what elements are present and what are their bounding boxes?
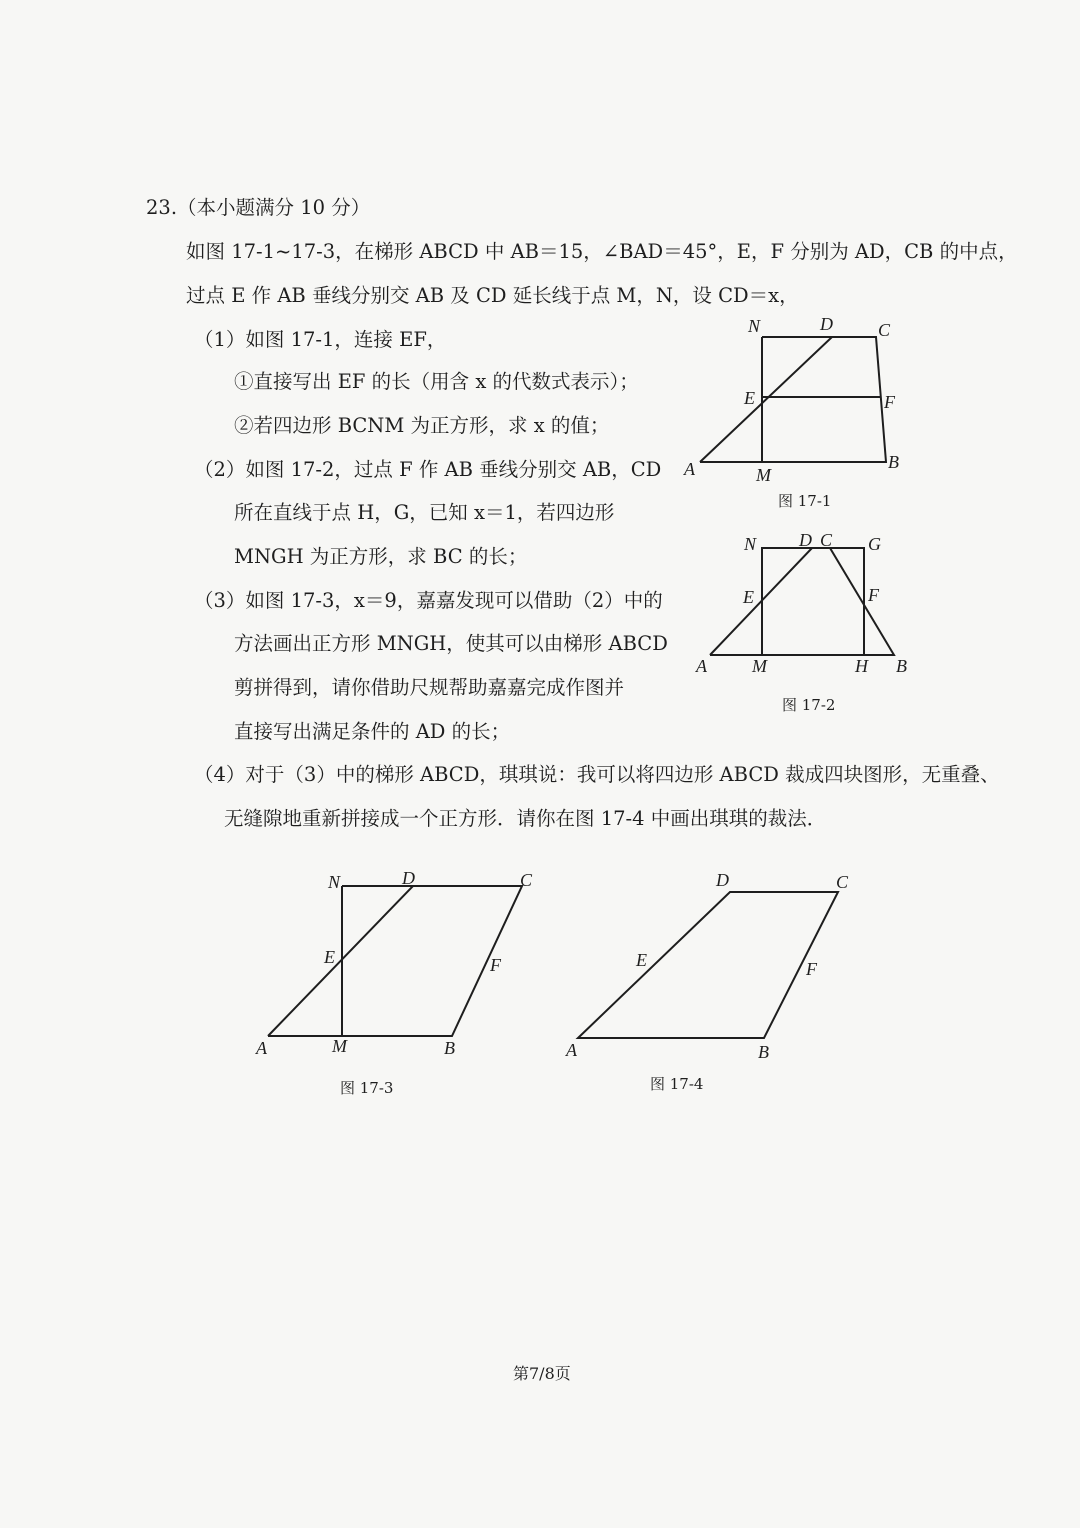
fig2-label-c: C [820, 530, 833, 550]
fig2-label-e: E [743, 587, 754, 607]
fig1-label-a: A [684, 459, 695, 479]
fig3-label-e: E [324, 947, 335, 967]
fig1-label-b: B [888, 452, 899, 472]
fig2-label-a: A [696, 656, 707, 676]
fig1-label-c: C [878, 320, 891, 340]
problem-intro-line-1: 如图 17-1~17-3，在梯形 ABCD 中 AB＝15，∠BAD＝45°，E，F 分别为 AD，CB 的中点， [186, 240, 1018, 263]
question-1-part-b: ②若四边形 BCNM 为正方形，求 x 的值； [234, 414, 610, 437]
fig2-label-m: M [752, 656, 767, 676]
fig3-label-b: B [444, 1038, 455, 1058]
fig4-label-c: C [836, 872, 849, 892]
question-3-line-4: 直接写出满足条件的 AD 的长； [234, 720, 511, 743]
fig3-label-n: N [328, 872, 341, 892]
fig2-square-mngh [762, 548, 864, 655]
fig3-label-m: M [332, 1036, 347, 1056]
fig3-label-d: D [402, 868, 415, 888]
fig4-label-b: B [758, 1042, 769, 1062]
fig1-label-m: M [756, 465, 771, 485]
fig4-label-d: D [716, 870, 729, 890]
figure-17-1 [670, 310, 910, 510]
fig3-label-f: F [490, 955, 501, 975]
fig2-trapezoid [710, 548, 894, 655]
figure-17-2-caption: 图 17-2 [782, 696, 836, 714]
fig4-trapezoid [578, 892, 838, 1038]
figure-17-4 [560, 866, 860, 1066]
question-3-line-2: 方法画出正方形 MNGH，使其可以由梯形 ABCD [234, 632, 668, 655]
question-1-part-a: ①直接写出 EF 的长（用含 x 的代数式表示）； [234, 370, 639, 393]
fig1-label-e: E [744, 388, 755, 408]
question-4-line-2: 无缝隙地重新拼接成一个正方形．请你在图 17-4 中画出琪琪的裁法． [224, 807, 827, 830]
question-3-line-1: （3）如图 17-3，x＝9，嘉嘉发现可以借助（2）中的 [194, 589, 663, 612]
page-number: 第7/8页 [513, 1364, 571, 1383]
fig1-trapezoid [700, 337, 886, 462]
problem-intro-line-2: 过点 E 作 AB 垂线分别交 AB 及 CD 延长线于点 M，N，设 CD＝x， [186, 284, 799, 307]
figure-17-3 [250, 866, 550, 1066]
question-2-line-1: （2）如图 17-2，过点 F 作 AB 垂线分别交 AB，CD [194, 458, 662, 481]
figure-17-2 [690, 528, 930, 688]
fig3-label-a: A [256, 1038, 267, 1058]
question-2-line-3: MNGH 为正方形，求 BC 的长； [234, 545, 528, 568]
fig3-trapezoid [268, 886, 522, 1036]
figure-17-3-caption: 图 17-3 [340, 1079, 394, 1097]
question-1: （1）如图 17-1，连接 EF， [194, 328, 447, 351]
fig1-label-f: F [884, 392, 895, 412]
fig1-label-d: D [820, 314, 833, 334]
fig2-label-b: B [896, 656, 907, 676]
question-3-line-3: 剪拼得到，请你借助尺规帮助嘉嘉完成作图并 [234, 676, 625, 699]
problem-number: 23.（本小题满分 10 分） [146, 196, 371, 219]
fig1-label-n: N [748, 316, 761, 336]
fig4-label-a: A [566, 1040, 577, 1060]
fig4-label-e: E [636, 950, 647, 970]
fig2-label-n: N [744, 534, 757, 554]
fig3-label-c: C [520, 870, 533, 890]
fig2-label-h: H [855, 656, 868, 676]
fig2-label-g: G [868, 534, 881, 554]
fig4-label-f: F [806, 959, 817, 979]
fig2-label-d: D [799, 530, 812, 550]
question-4-line-1: （4）对于（3）中的梯形 ABCD，琪琪说：我可以将四边形 ABCD 裁成四块图形，无重叠、 [194, 763, 1000, 786]
question-2-line-2: 所在直线于点 H，G，已知 x＝1，若四边形 [234, 501, 615, 524]
figure-17-1-caption: 图 17-1 [778, 492, 832, 510]
fig2-label-f: F [868, 585, 879, 605]
figure-17-4-caption: 图 17-4 [650, 1075, 704, 1093]
